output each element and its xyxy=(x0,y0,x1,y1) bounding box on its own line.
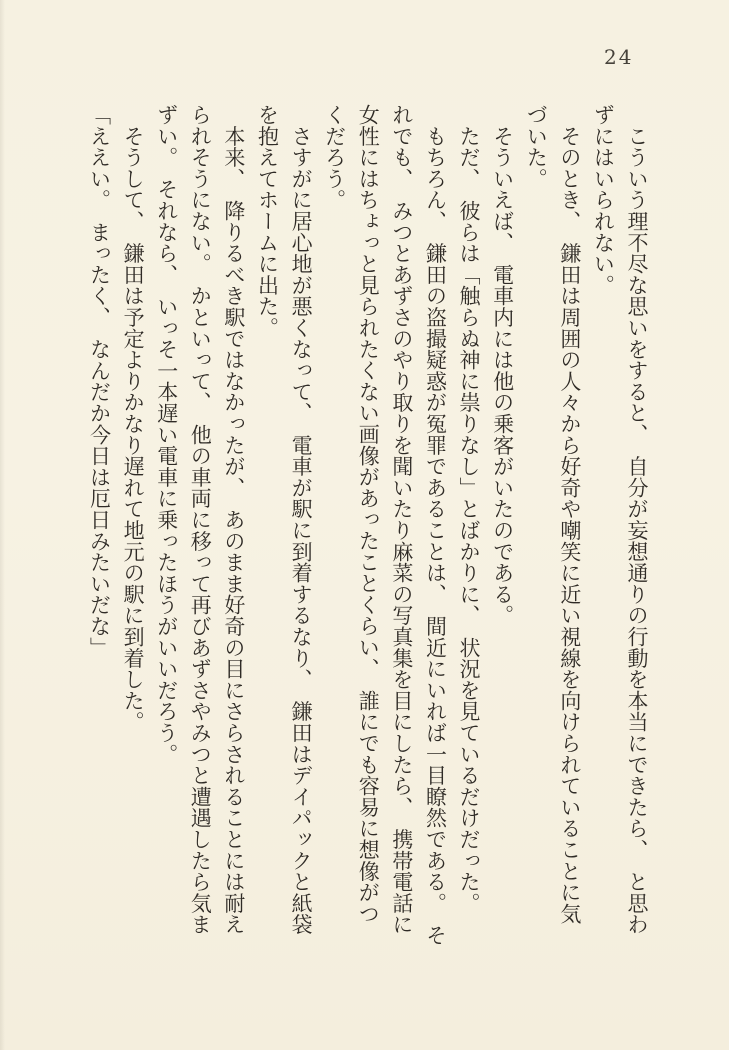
text-line: 本来、 降りるべき駅ではなかったが、 あのまま好奇の目にさらされることには耐え xyxy=(221,104,246,935)
text-line: ずい。 それなら、 いっそ一本遅い電車に乗ったほうがいいだろう。 xyxy=(154,104,179,765)
text-line: そのとき、 鎌田は周囲の人々から好奇や嘲笑に近い視線を向けられていることに気 xyxy=(557,104,582,925)
text-line: そういえば、 電車内には他の乗客がいたのである。 xyxy=(490,104,515,626)
text-line: くだろう。 xyxy=(322,104,347,211)
text-line: 「ええい。 まったく、 なんだか今日は厄日みたいだな」 xyxy=(87,104,112,659)
page-number: 24 xyxy=(604,45,634,69)
text-line: れでも、 みつとあずさのやり取りを聞いたり麻菜の写真集を目にしたら、 携帯電話に xyxy=(389,104,414,935)
text-line: を抱えてホームに出た。 xyxy=(255,104,280,339)
text-line: 女性にはちょっと見られたくない画像があったことくらい、 誰にでも容易に想像がつ xyxy=(356,104,381,925)
text-line: そうして、 鎌田は予定よりかなり遅れて地元の駅に到着した。 xyxy=(121,104,146,733)
body-text-block xyxy=(82,104,653,964)
text-line: ずにはいられない。 xyxy=(591,104,616,296)
text-line: もちろん、 鎌田の盗撮疑惑が冤罪であることは、 間近にいれば一目瞭然である。 そ xyxy=(423,104,448,946)
text-line: こういう理不尽な思いをすると、 自分が妄想通りの行動を本当にできたら、 と思わ xyxy=(625,104,649,935)
text-line: ただ、 彼らは「触らぬ神に祟りなし」とばかりに、 状況を見ているだけだった。 xyxy=(457,104,482,914)
text-line: さすがに居心地が悪くなって、 電車が駅に到着するなり、 鎌田はデイパックと紙袋 xyxy=(289,104,314,935)
text-line: づいた。 xyxy=(524,104,549,190)
text-line: られそうにない。 かといって、 他の車両に移って再びあずさやみつと遭遇したら気ま xyxy=(188,104,213,935)
